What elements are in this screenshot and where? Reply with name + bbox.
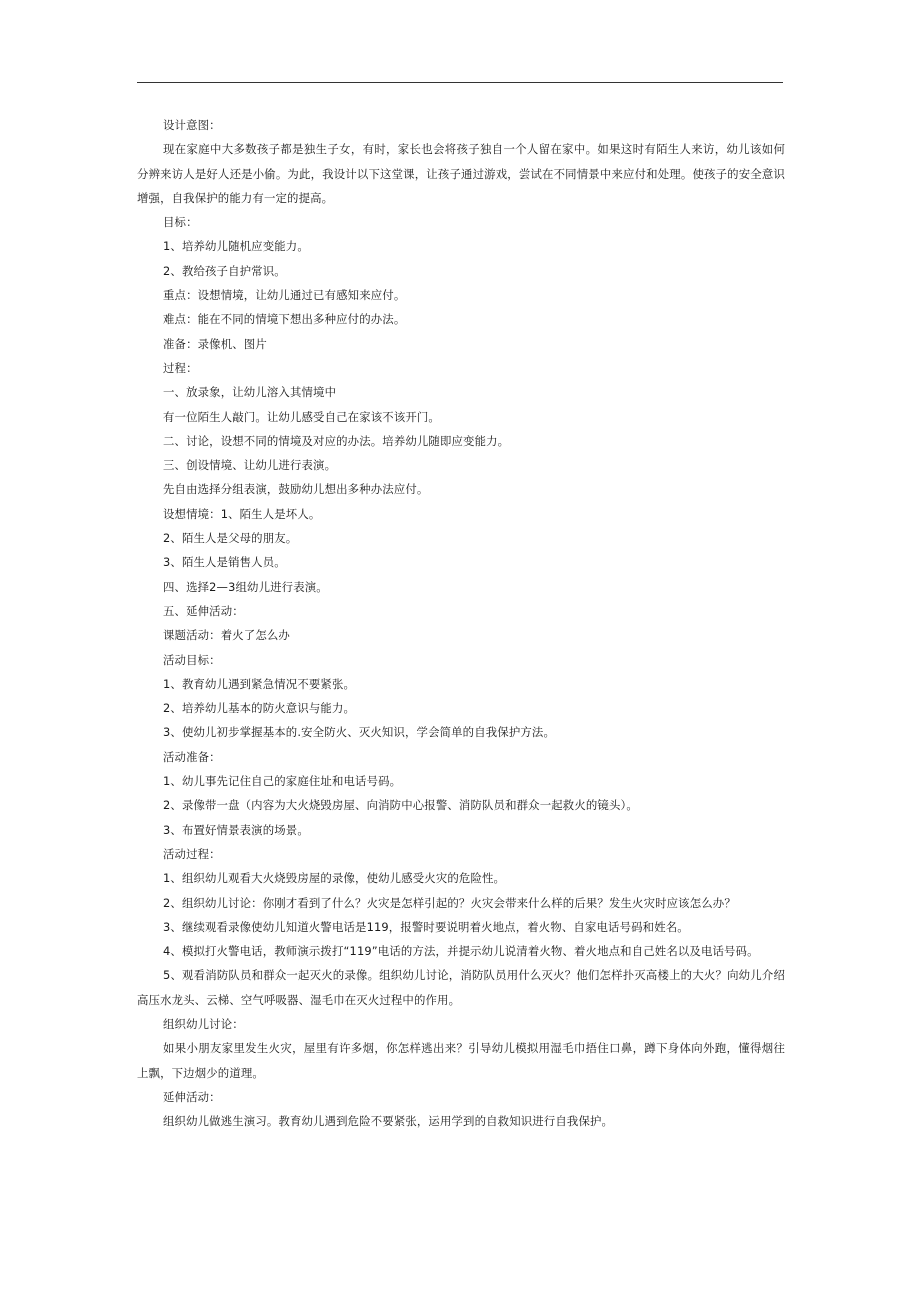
paragraph: 课题活动：着火了怎么办: [163, 628, 290, 643]
paragraph: 5、观看消防队员和群众一起灭火的录像。组织幼儿讨论，消防队员用什么灭火？他们怎样扑灭高楼上的大火？向幼儿介绍高压水龙头、云梯、空气呼吸器、湿毛巾在灭火过程中的作用。: [137, 968, 785, 1007]
paragraph: 延伸活动：: [163, 1089, 221, 1104]
paragraph: 现在家庭中大多数孩子都是独生子女，有时，家长也会将孩子独自一个人留在家中。如果这时有陌生人来访，幼儿该如何分辨来访人是好人还是小偷。为此，我设计以下这堂课，让孩子通过游戏，尝试在不同情景中来应付和处理。使孩子的安全意识增强，自我保护的能力有一定的提高。: [137, 142, 785, 205]
paragraph: 过程：: [163, 360, 198, 375]
paragraph: 先自由选择分组表演，鼓励幼儿想出多种办法应付。: [163, 482, 429, 497]
document-body: [137, 113, 785, 1133]
paragraph: 五、延伸活动：: [163, 603, 244, 618]
paragraph: 一、放录象，让幼儿溶入其情境中: [163, 385, 337, 400]
paragraph: 3、继续观看录像使幼儿知道火警电话是119，报警时要说明着火地点，着火物、自家电话号码和姓名。: [163, 919, 689, 934]
paragraph: 有一位陌生人敲门。让幼儿感受自己在家该不该开门。: [163, 409, 440, 424]
paragraph: 如果小朋友家里发生火灾，屋里有许多烟，你怎样逃出来？引导幼儿模拟用湿毛巾捂住口鼻，蹲下身体向外跑，懂得烟往上飘，下边烟少的道理。: [137, 1041, 785, 1080]
paragraph: 重点：设想情境，让幼儿通过已有感知来应付。: [163, 288, 406, 303]
paragraph: 目标：: [163, 215, 198, 230]
paragraph: 2、陌生人是父母的朋友。: [163, 531, 298, 546]
paragraph: 3、使幼儿初步掌握基本的.安全防火、灭火知识，学会简单的自我保护方法。: [163, 725, 556, 740]
paragraph: 2、教给孩子自护常识。: [163, 263, 286, 278]
paragraph: 准备：录像机、图片: [163, 336, 267, 351]
paragraph: 2、录像带一盘（内容为大火烧毁房屋、向消防中心报警、消防队员和群众一起救火的镜头）。: [163, 798, 638, 813]
paragraph: 二、讨论，设想不同的情境及对应的办法。培养幼儿随即应变能力。: [163, 433, 510, 448]
paragraph: 设计意图：: [163, 118, 221, 132]
header-rule: [137, 82, 783, 83]
paragraph: 3、布置好情景表演的场景。: [163, 822, 309, 837]
paragraph: 活动目标：: [163, 652, 221, 667]
paragraph: 三、创设情境、让幼儿进行表演。: [163, 458, 337, 473]
paragraph: 组织幼儿做逃生演习。教育幼儿遇到危险不要紧张，运用学到的自救知识进行自我保护。: [163, 1114, 614, 1129]
paragraph: 1、培养幼儿随机应变能力。: [163, 239, 309, 254]
paragraph: 活动准备：: [163, 749, 221, 764]
paragraph: 活动过程：: [163, 846, 221, 861]
paragraph: 设想情境：1、陌生人是坏人。: [163, 506, 321, 521]
paragraph: 难点：能在不同的情境下想出多种应付的办法。: [163, 312, 406, 327]
paragraph: 2、组织幼儿讨论：你刚才看到了什么？火灾是怎样引起的？火灾会带来什么样的后果？发生火灾时应该怎么办？: [163, 895, 736, 910]
paragraph: 2、培养幼儿基本的防火意识与能力。: [163, 701, 356, 716]
paragraph: 3、陌生人是销售人员。: [163, 555, 286, 570]
paragraph: 4、模拟打火警电话，教师演示拨打“119”电话的方法，并提示幼儿说清着火物、着火地点和自己姓名以及电话号码。: [163, 944, 759, 959]
paragraph: 四、选择2—3组幼儿进行表演。: [163, 579, 328, 594]
paragraph: 1、幼儿事先记住自己的家庭住址和电话号码。: [163, 774, 402, 789]
paragraph: 1、组织幼儿观看大火烧毁房屋的录像，使幼儿感受火灾的危险性。: [163, 871, 506, 886]
paragraph: 1、教育幼儿遇到紧急情况不要紧张。: [163, 676, 356, 691]
paragraph: 组织幼儿讨论：: [163, 1016, 244, 1031]
